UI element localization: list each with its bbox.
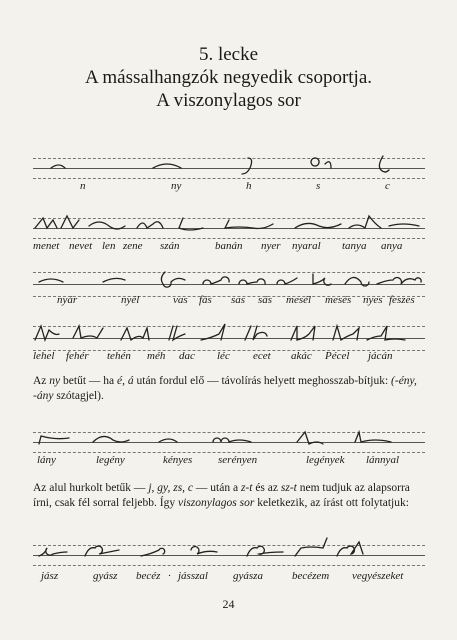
label: serényen [218,454,258,466]
label: legények [306,454,345,466]
lesson-number: 5. lecke [198,44,259,65]
label: lány [37,454,56,466]
label: kényes [163,454,193,466]
label: ecet [253,350,271,362]
text-italic: z-t [240,482,253,494]
label: tehén [107,350,131,362]
label: feszes [389,294,415,306]
label: sás [258,294,273,306]
label: jásszal [178,570,208,582]
label: jácán [368,350,393,362]
label: jász [41,570,59,582]
shorthand-words-row2 [33,212,425,242]
label: h [246,180,252,192]
text-italic: ny [49,375,61,387]
page-number: 24 [222,597,235,611]
label: nyer [261,240,281,252]
text: keletkezik, az írást ott folytatjuk: [254,497,409,509]
label: nyár [57,294,78,306]
label: len [102,240,116,252]
label: legény [96,454,125,466]
label: mesél [286,294,312,306]
shorthand-words-row5 [33,426,425,456]
text-italic: sz-t [280,482,297,494]
label: Pécel [325,350,350,362]
rule-paragraph-1 [33,374,425,404]
label: vas [173,294,188,306]
label: becéz [136,570,161,582]
label: · [168,570,171,582]
text: szótagjel). [53,390,104,402]
text-italic: j, gy, zs, c [148,482,194,494]
rule-paragraph-2 [33,481,425,511]
label: vegyészeket [352,570,404,582]
text: és az [252,482,281,494]
label: anya [381,240,403,252]
label: mesés [325,294,352,306]
label: gyász [93,570,118,582]
text: után fordul elő — távolírás helyett meghosszab-bítjuk: [133,375,392,387]
shorthand-signs-row1 [33,152,425,182]
text-italic: é, [117,375,125,387]
text: betűt — ha [60,375,118,387]
label: dac [179,350,195,362]
label: becézem [292,570,330,582]
label: lánnyal [366,454,399,466]
label: menet [33,240,60,252]
text: nem tudjuk az alapsorra írni, csak fél sorral feljebb. Így [33,482,410,509]
label: c [385,180,390,192]
lesson-subtitle: A viszonylagos sor [156,90,301,111]
text: Az alul hurkolt betűk — [33,482,149,494]
label: lehel [33,350,55,362]
label: nyes [363,294,383,306]
label: méh [147,350,166,362]
label: nyél [121,294,140,306]
text: — után a [193,482,241,494]
label: nyaral [292,240,321,252]
text-italic: (-ény, -ány [33,375,417,402]
label: s [316,180,321,192]
label: léc [217,350,230,362]
lesson-title: A mássalhangzók negyedik csoportja. [84,67,373,88]
label: gyásza [233,570,263,582]
label: banán [215,240,243,252]
text-italic: viszonylagos sor [177,497,255,509]
label: fehér [66,350,89,362]
shorthand-words-row4 [33,320,425,352]
label: zene [123,240,143,252]
label: nevet [69,240,93,252]
label: akác [291,350,312,362]
label: ny [171,180,182,192]
label: tanya [342,240,367,252]
label: szán [160,240,180,252]
shorthand-words-row6 [33,538,425,570]
label: n [80,180,86,192]
label: fás [199,294,212,306]
label: sas [231,294,246,306]
text-italic: á [127,375,134,387]
text: Az [33,375,50,387]
